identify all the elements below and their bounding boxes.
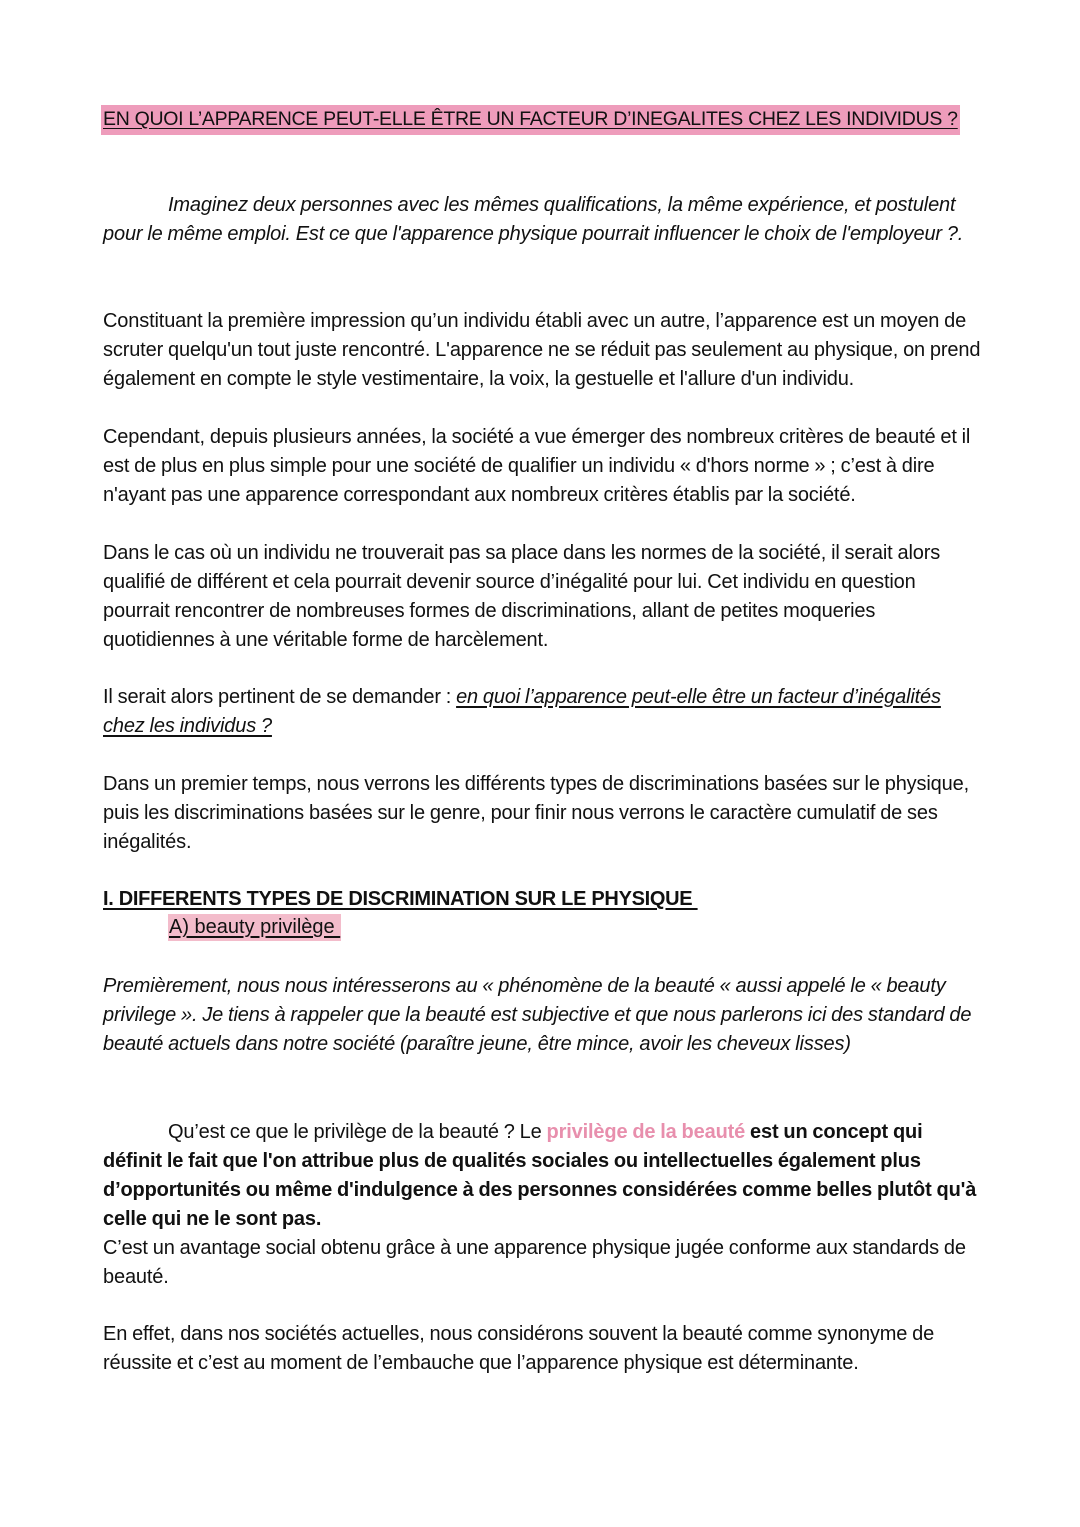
paragraph-2: Cependant, depuis plusieurs années, la société a vue émerger des nombreux critères de beauté et il est de plus en plus simple pour une société de qualifier un individu « d'hors norme » ; c’est à dire n'ayant pas une apparence correspondant aux nombreux critères établis par la société. bbox=[103, 426, 971, 506]
section-intro: Premièrement, nous nous intéresserons au « phénomène de la beauté « aussi appelé le « beauty privilege ». Je tiens à rappeler que la beauté est subjective et que nous parlerons ici des standard de beauté actuels dans notre société (paraître jeune, être mince, avoir les cheveux lisses) bbox=[103, 975, 972, 1055]
problematic bbox=[103, 683, 983, 741]
definition-bold-text: est un concept qui définit le fait que l'on attribue plus de qualités sociales ou intellectuelles également plus d’opportunités ou même d'indulgence à des personnes considérées comme belles plutôt qu'à celle qui ne le sont pas. bbox=[103, 1121, 977, 1230]
definition-follow-up: C’est un avantage social obtenu grâce à une apparence physique jugée conforme aux standards de beauté. bbox=[103, 1237, 966, 1288]
intro-hook: Imaginez deux personnes avec les mêmes qualifications, la même expérience, et postulent pour le même emploi. Est ce que l'apparence physique pourrait influencer le choix de l'employeur ?. bbox=[103, 194, 964, 245]
problematic-lead: Il serait alors pertinent de se demander : bbox=[103, 686, 457, 708]
paragraph-1: Constituant la première impression qu’un individu établi avec un autre, l’apparence est un moyen de scruter quelqu'un tout juste rencontré. L'apparence ne se réduit pas seulement au physique, on prend également en compte le style vestimentaire, la voix, la gestuelle et l'allure d'un individu. bbox=[103, 310, 981, 390]
section-heading: I. DIFFERENTS TYPES DE DISCRIMINATION SUR LE PHYSIQUE bbox=[103, 888, 698, 910]
problematic-question: en quoi l’apparence peut-elle être un facteur d’inégalités chez les individus ? bbox=[103, 686, 941, 737]
definition-term: privilège de la beauté bbox=[546, 1121, 746, 1143]
definition-question: Qu’est ce que le privilège de la beauté ? Le bbox=[168, 1121, 547, 1143]
document-title: EN QUOI L’APPARENCE PEUT-ELLE ÊTRE UN FACTEUR D’INEGALITES CHEZ LES INDIVIDUS ? bbox=[101, 105, 960, 135]
section-1-header bbox=[103, 885, 983, 941]
plan-paragraph: Dans un premier temps, nous verrons les différents types de discriminations basées sur le physique, puis les discriminations basées sur le genre, pour finir nous verrons le caractère cumulatif de ses inégalités. bbox=[103, 773, 969, 853]
closing-paragraph: En effet, dans nos sociétés actuelles, nous considérons souvent la beauté comme synonyme de réussite et c’est au moment de l’embauche que l’apparence physique est déterminante. bbox=[103, 1323, 935, 1374]
definition-paragraph bbox=[103, 1118, 983, 1234]
sub-heading: A) beauty privilège bbox=[168, 914, 341, 941]
paragraph-3: Dans le cas où un individu ne trouverait pas sa place dans les normes de la société, il serait alors qualifié de différent et cela pourrait devenir source d’inégalité pour lui. Cet individu en question pourrait rencontrer de nombreuses formes de discriminations, allant de petites moqueries quotidiennes à une véritable forme de harcèlement. bbox=[103, 542, 941, 651]
